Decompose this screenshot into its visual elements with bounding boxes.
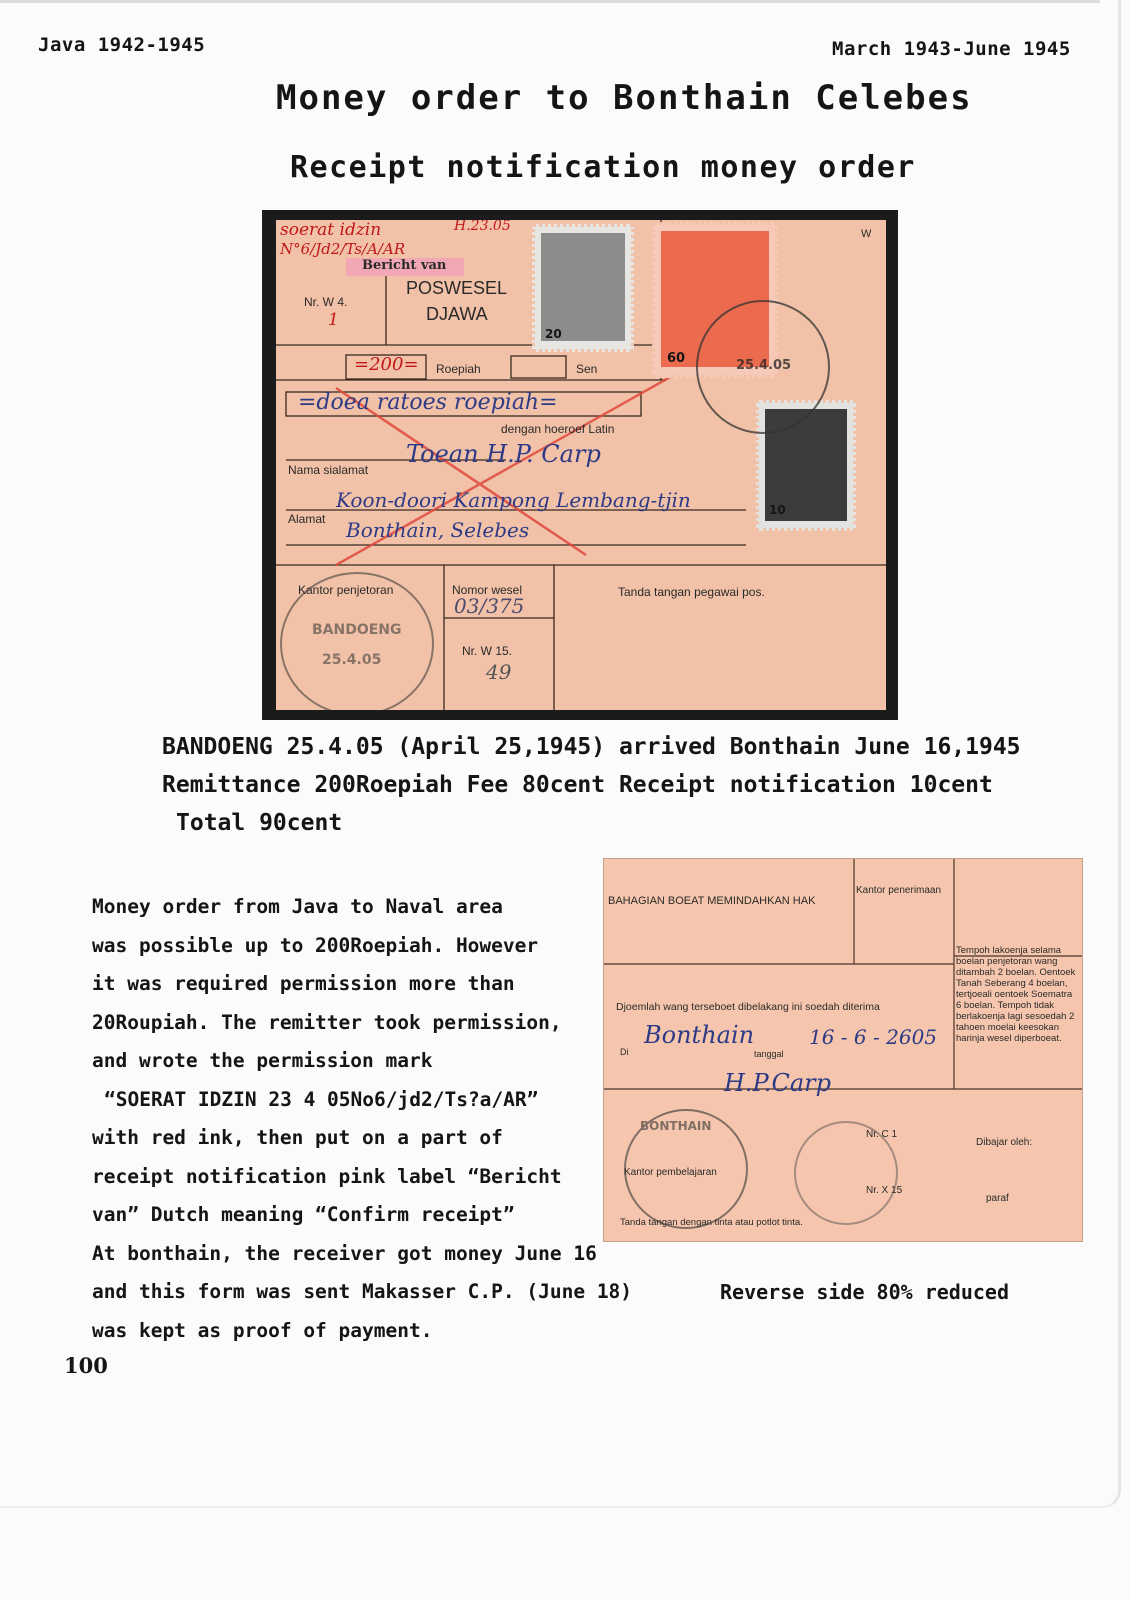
body-line: with red ink, then put on a part of [92,1126,503,1149]
header-left: Java 1942-1945 [38,34,206,56]
caption-line3: Total 90cent [176,810,343,836]
postmark-bonthain-city: BONTHAIN [640,1119,712,1133]
stamp-60-value: 60 [667,351,686,366]
nr-c-label: Nr. C 1 [866,1129,898,1140]
kantor-penerimaan-label: Kantor penerimaan [856,885,942,896]
latin-note: dengan hoeroef Latin [501,422,615,436]
body-text [92,888,632,1350]
tanggal-label: tanggal [754,1049,784,1059]
postmark-second [794,1121,898,1225]
body-line: and this form was sent Makasser C.P. (June 18) [92,1280,633,1303]
address-line1: Koon-doori Kampong Lembang-tjin [336,488,691,512]
body-line: and wrote the permission mark [92,1049,433,1072]
caption-line1: BANDOENG 25.4.05 (April 25,1945) arrived Bonthain June 16,1945 [162,734,1021,760]
permission-number: H.23.05 [454,220,511,234]
wesel-label: Nomor wesel [452,583,523,597]
address-line2: Bonthain, Selebes [346,518,530,542]
body-line: was kept as proof of payment. [92,1318,433,1342]
office-label: Kantor penjetoran [298,583,394,597]
djoemlah-label: Djoemlah wang terseboet dibelakang ini soedah diterima [616,1001,880,1013]
paraf-label: paraf [986,1193,1009,1204]
stamp-20-design [541,233,625,341]
nr-x-label: Nr. X 15 [866,1185,903,1196]
di-label: Di [620,1047,629,1057]
di-value: Bonthain [644,1021,755,1049]
permission-mark: N°6/Jd2/Ts/A/AR [280,240,406,258]
reverse-card [603,858,1083,1242]
name-label: Nama sialamat [288,463,369,477]
postmark-top-date: 25.4.05 [736,358,792,373]
body-line: was possible up to 200Roepiah. However [92,933,539,957]
signature-value: H.P.Carp [724,1069,831,1097]
header-right: March 1943-June 1945 [832,38,1071,60]
number-value: 1 [328,310,339,330]
page-title: Money order to Bonthain Celebes [276,78,973,118]
postmark-bottom-date: 25.4.05 [322,652,382,668]
front-card [276,220,886,710]
address-label: Alamat [288,512,326,526]
postmark-bandoeng-bottom [280,572,434,710]
postmark-bottom-city: BANDOENG [312,622,402,638]
sen-label: Sen [576,362,598,376]
bahagian-label: BAHAGIAN BOEAT MEMINDAHKAN HAK [608,895,816,907]
bericht-van-label [346,258,464,276]
roepiah-label: Roepiah [436,362,481,376]
number-label: Nr. W 4. [304,295,348,309]
body-line: 20Roupiah. The remitter took permission, [92,1010,562,1034]
body-line: it was required permission more than [92,972,515,995]
permission-handwriting: soerat idzin [280,220,382,240]
w15-value: 49 [486,660,512,684]
corner-letter: W [861,228,872,240]
amount-box-value: =200= [354,354,419,375]
reverse-caption: Reverse side 80% reduced [720,1280,1009,1304]
tanggal-value: 16 - 6 - 2605 [809,1025,938,1049]
caption-line2: Remittance 200Roepiah Fee 80cent Receipt notification 10cent [162,772,993,798]
page-number: 100 [64,1353,108,1378]
kantor-pembelajaran-label: Kantor pembelajaran [624,1167,717,1178]
form-title-line2: DJAWA [426,304,488,324]
body-line: van” Dutch meaning “Confirm receipt” [92,1203,515,1226]
stamp-10-value: 10 [769,503,786,517]
stamp-20-value: 20 [545,327,562,341]
reverse-side-note: Tempoh lakoenja selama boelan penjetoran wang ditambah 2 boelan. Oentoek Tanah Seberang 4 boelan, tertjoeali oentoek Soematra 6 boelan. Tempoh tidak berlakoenja lagi sesoedah 2 tahoen moelai keesokan harinja wesel diperboeat. [956,945,1076,1044]
page-subtitle: Receipt notification money order [290,150,916,185]
amount-in-words: =doea ratoes roepiah= [298,390,558,415]
scan-top-line [0,0,1100,3]
signature-label: Tanda tangan pegawai pos. [618,585,765,599]
bericht-van-text: Bericht van [362,258,447,273]
body-line: At bonthain, the receiver got money June 16 [92,1241,597,1265]
dibajar-label: Dibajar oleh: [976,1137,1033,1148]
postmark-bandoeng-top [696,300,830,434]
body-line: “SOERAT IDZIN 23 4 05No6/jd2/Ts?a/AR” [104,1087,539,1111]
stamp-20 [532,224,634,352]
body-line: Money order from Java to Naval area [92,895,503,918]
tanda-label: Tanda tangan dengan tinta atau potlot tinta. [620,1217,803,1228]
body-line: receipt notification pink label “Bericht [92,1164,562,1188]
name-value: Toean H.P. Carp [406,440,601,468]
form-title-line1: POSWESEL [406,278,508,298]
w15-label: Nr. W 15. [462,644,513,658]
wesel-value: 03/375 [454,594,525,618]
postmark-bonthain [624,1109,748,1229]
